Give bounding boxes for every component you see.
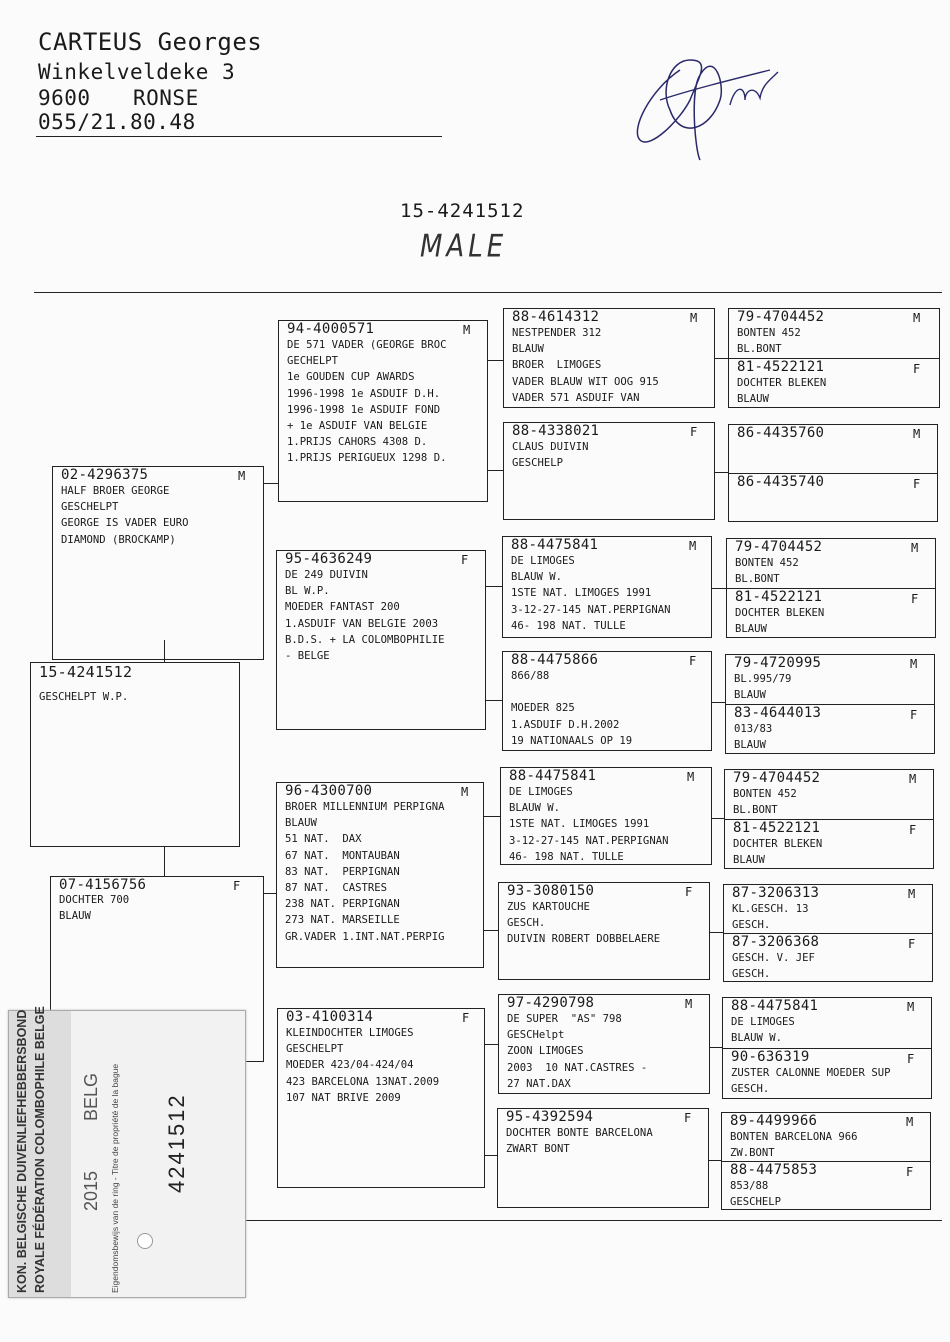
pedigree-line: GESCH.	[732, 968, 771, 981]
pedigree-line: 1.PRIJS CAHORS 4308 D.	[287, 436, 428, 449]
ancestor-gen4-pair-8	[721, 1112, 931, 1210]
ring-number: 95-4392594	[506, 1109, 594, 1125]
connector-line	[264, 483, 278, 484]
owner-street: Winkelveldeke 3	[38, 60, 236, 84]
connector-line	[709, 1160, 721, 1161]
grandparent-2	[276, 550, 486, 730]
grandparent-4	[277, 1008, 485, 1188]
pedigree-line: ZUS KARTOUCHE	[507, 901, 590, 913]
pedigree-line: DOCHTER BLEKEN	[735, 607, 825, 619]
pedigree-line: KLEINDOCHTER LIMOGES	[286, 1027, 414, 1039]
ancestor-gen4-pair-4	[725, 654, 935, 754]
sex-marker: F	[689, 654, 697, 668]
pedigree-line: DE LIMOGES	[511, 555, 575, 567]
handwritten-signature	[620, 30, 790, 170]
connector-line	[484, 930, 498, 931]
connector-line	[712, 702, 725, 703]
ring-number: 87-3206368	[732, 934, 820, 950]
pedigree-line: 853/88	[730, 1180, 769, 1192]
sex-marker: M	[911, 541, 919, 555]
pedigree-line: 46- 198 NAT. TULLE	[511, 619, 626, 632]
pedigree-line: 1STE NAT. LIMOGES 1991	[509, 818, 650, 831]
pedigree-line: MOEDER 423/04-424/04	[286, 1059, 414, 1072]
pedigree-sire	[52, 466, 264, 660]
sex-marker: M	[463, 323, 471, 337]
sex-marker: F	[685, 885, 693, 899]
pedigree-line: BLAUW	[59, 910, 91, 923]
pedigree-line: 423 BARCELONA 13NAT.2009	[286, 1075, 440, 1088]
pedigree-line: ZW.BONT	[730, 1147, 775, 1160]
ring-number: 02-4296375	[61, 467, 149, 483]
pedigree-line: 46- 198 NAT. TULLE	[509, 850, 624, 863]
pedigree-line: 83 NAT. PERPIGNAN	[285, 865, 400, 878]
ring-number: 88-4475853	[730, 1162, 818, 1178]
pedigree-line: 1STE NAT. LIMOGES 1991	[511, 587, 652, 600]
pedigree-line: 1996-1998 1e ASDUIF FOND	[287, 403, 441, 416]
ring-number: 88-4614312	[512, 309, 600, 325]
pedigree-line: CLAUS DUIVIN	[512, 441, 589, 453]
pedigree-line: DE 249 DUIVIN	[285, 569, 368, 581]
connector-line	[488, 470, 503, 471]
pedigree-line: 1.ASDUIF D.H.2002	[511, 718, 620, 731]
pedigree-line: 3-12-27-145 NAT.PERPIGNAN	[511, 603, 671, 616]
sex-marker: F	[909, 823, 917, 837]
connector-line	[486, 586, 502, 587]
pedigree-line: 1.ASDUIF VAN BELGIE 2003	[285, 617, 439, 630]
connector-line	[484, 816, 500, 817]
ring-number: 90-636319	[731, 1049, 810, 1065]
sex-marker: M	[461, 785, 469, 799]
ring-number: 96-4300700	[285, 783, 373, 799]
connector-line	[712, 818, 724, 819]
pedigree-line: - BELGE	[285, 650, 330, 662]
owner-phone: 055/21.80.48	[38, 110, 196, 134]
card-ring-number: 4241512	[164, 1093, 189, 1193]
pedigree-line: DOCHTER BLEKEN	[737, 377, 827, 389]
pedigree-line: VADER BLAUW WIT OOG 915	[512, 375, 659, 388]
top-rule	[34, 292, 942, 293]
pedigree-line: DE LIMOGES	[509, 786, 573, 798]
sex-marker: F	[908, 937, 916, 951]
pedigree-line: BLAUW	[733, 854, 765, 867]
ancestor-gen4-pair-2	[728, 424, 938, 522]
pedigree-line: GESCH.	[731, 1083, 770, 1096]
ancestor-gen4-pair-7	[722, 997, 932, 1099]
pedigree-line: GEORGE IS VADER EURO	[61, 517, 189, 530]
card-org-nl: KON. BELGISCHE DUIVENLIEFHEBBERSBOND	[15, 1009, 29, 1293]
sex-marker: F	[462, 1011, 470, 1025]
ring-number: 95-4636249	[285, 551, 373, 567]
pedigree-line: 19 NATIONAALS OP 19	[511, 734, 633, 747]
ancestor-gen4-pair-6	[723, 884, 933, 982]
ring-number: 79-4704452	[733, 770, 821, 786]
ring-number: 86-4435740	[737, 474, 825, 490]
pedigree-line: NESTPENDER 312	[512, 327, 602, 339]
pedigree-line: GESCH.	[507, 917, 546, 930]
pedigree-line: BLAUW W.	[509, 802, 561, 815]
sex-marker: F	[906, 1165, 914, 1179]
card-ownership-text: Eigendomsbewijs van de ring - Titre de propriété de la bague	[110, 1063, 120, 1293]
connector-line	[486, 700, 502, 701]
connector-line	[485, 1155, 497, 1156]
pedigree-line: DIAMOND (BROCKAMP)	[61, 533, 176, 546]
pedigree-line: GESCH. V. JEF	[732, 952, 815, 964]
pedigree-line: 1.PRIJS PERIGUEUX 1298 D.	[287, 452, 447, 465]
pedigree-line: GESCHelpt	[507, 1029, 565, 1042]
pedigree-line: 273 NAT. MARSEILLE	[285, 914, 400, 927]
pedigree-line: GESCHELPT W.P.	[39, 691, 129, 704]
sex-marker: M	[687, 770, 695, 784]
pedigree-line: GESCHELP	[512, 457, 564, 470]
pedigree-line: BLAUW	[285, 817, 317, 830]
pedigree-line: ZWART BONT	[506, 1143, 570, 1156]
pedigree-line: BROER MILLENNIUM PERPIGNA	[285, 801, 445, 813]
ancestor-gen3-2	[503, 422, 715, 520]
sex-marker: F	[907, 1052, 915, 1066]
pedigree-line: 1996-1998 1e ASDUIF D.H.	[287, 387, 441, 400]
pedigree-line: GR.VADER 1.INT.NAT.PERPIG	[285, 930, 445, 943]
pedigree-line: HALF BROER GEORGE	[61, 485, 170, 497]
grandparent-1	[278, 320, 488, 502]
sex-marker: M	[685, 997, 693, 1011]
connector-line	[264, 893, 276, 894]
owner-postcode: 9600	[38, 86, 91, 110]
pedigree-line: BONTEN 452	[733, 788, 797, 800]
pedigree-line: BONTEN 452	[735, 557, 799, 569]
pedigree-line: DE 571 VADER (GEORGE BROC	[287, 339, 447, 351]
pedigree-line: BL.BONT	[735, 573, 780, 586]
grandparent-3	[276, 782, 484, 968]
pedigree-line: 3-12-27-145 NAT.PERPIGNAN	[509, 834, 669, 847]
card-year: 2015	[81, 1170, 101, 1211]
sex-marker: F	[913, 477, 921, 491]
pedigree-line: 866/88	[511, 670, 550, 682]
pedigree-line: BLAUW	[512, 343, 544, 356]
sex-marker: M	[913, 427, 921, 441]
ring-number: 88-4475841	[511, 537, 599, 553]
ring-number: 88-4475841	[509, 768, 597, 784]
ring-number: 15-4241512	[39, 663, 133, 681]
pedigree-line: 87 NAT. CASTRES	[285, 882, 388, 894]
header-underline	[36, 136, 442, 137]
ring-number: 88-4475866	[511, 652, 599, 668]
pedigree-line: GECHELPT	[287, 355, 339, 368]
ring-ownership-card	[8, 1006, 246, 1298]
connector-line	[164, 640, 165, 662]
card-org-fr: ROYALE FÉDÉRATION COLOMBOPHILE BELGE	[33, 1006, 47, 1293]
connector-line	[488, 360, 503, 361]
card-punch-hole	[137, 1233, 153, 1249]
pedigree-line: 51 NAT. DAX	[285, 833, 362, 846]
ring-number: 81-4522121	[737, 359, 825, 375]
connector-line	[485, 1044, 498, 1045]
pedigree-line: 013/83	[734, 723, 773, 735]
pedigree-line: ZOON LIMOGES	[507, 1045, 584, 1058]
ancestor-gen4-pair-3	[726, 538, 936, 638]
sex-marker: M	[909, 772, 917, 786]
owner-name: CARTEUS Georges	[38, 28, 263, 56]
pedigree-line: BLAUW W.	[511, 571, 563, 584]
ring-number: 79-4720995	[734, 655, 822, 671]
bottom-rule	[240, 1220, 942, 1221]
pedigree-line: DE LIMOGES	[731, 1016, 795, 1028]
pedigree-line: DOCHTER 700	[59, 894, 130, 906]
pedigree-line: DOCHTER BLEKEN	[733, 838, 823, 850]
ancestor-gen4-pair-1	[728, 308, 940, 408]
pedigree-line: BROER LIMOGES	[512, 359, 602, 372]
ring-number: 81-4522121	[735, 589, 823, 605]
ancestor-gen3-4	[502, 651, 712, 751]
sex-marker: M	[238, 469, 246, 483]
pedigree-subject	[30, 662, 240, 847]
sex-marker: F	[911, 592, 919, 606]
sex-marker: F	[913, 362, 921, 376]
pigeon-sex-handwritten: MALE	[420, 229, 508, 265]
pedigree-line: BL.BONT	[737, 343, 782, 356]
connector-line	[712, 588, 726, 589]
sex-marker: M	[907, 1000, 915, 1014]
pedigree-line: BONTEN 452	[737, 327, 801, 339]
pedigree-line: BONTEN BARCELONA 966	[730, 1131, 858, 1143]
sex-marker: M	[690, 311, 698, 325]
ring-number: 79-4704452	[735, 539, 823, 555]
pedigree-line: DE SUPER "AS" 798	[507, 1013, 622, 1025]
pigeon-ring-title: 15-4241512	[400, 200, 525, 222]
ancestor-gen3-6	[498, 882, 710, 980]
sex-marker: M	[910, 657, 918, 671]
ring-number: 86-4435760	[737, 425, 825, 441]
ancestor-gen3-1	[503, 308, 715, 408]
pedigree-line: DUIVIN ROBERT DOBBELAERE	[507, 933, 661, 946]
ring-number: 88-4475841	[731, 998, 819, 1014]
ring-number: 88-4338021	[512, 423, 600, 439]
pedigree-line: 2003 10 NAT.CASTRES -	[507, 1061, 648, 1074]
pedigree-line: MOEDER FANTAST 200	[285, 601, 400, 614]
pedigree-line: 107 NAT BRIVE 2009	[286, 1091, 401, 1104]
pedigree-line: 238 NAT. PERPIGNAN	[285, 898, 400, 911]
connector-line	[715, 358, 728, 359]
ring-number: 83-4644013	[734, 705, 822, 721]
ring-number: 03-4100314	[286, 1009, 374, 1025]
pedigree-line: GESCHELP	[730, 1196, 782, 1209]
ancestor-gen3-7	[498, 994, 710, 1094]
ring-number: 07-4156756	[59, 877, 147, 893]
pedigree-line: BLAUW	[734, 689, 766, 702]
sex-marker: M	[908, 887, 916, 901]
pedigree-line: KL.GESCH. 13	[732, 903, 809, 915]
pedigree-line: GESCH.	[732, 919, 771, 932]
ring-number: 93-3080150	[507, 883, 595, 899]
pedigree-line: BLAUW W.	[731, 1032, 783, 1045]
sex-marker: M	[913, 311, 921, 325]
sex-marker: F	[461, 553, 469, 567]
pedigree-line: VADER 571 ASDUIF VAN	[512, 391, 640, 404]
pedigree-line: BLAUW	[734, 739, 766, 752]
ring-number: 79-4704452	[737, 309, 825, 325]
pedigree-line: BL.BONT	[733, 804, 778, 817]
connector-line	[710, 1047, 722, 1048]
ancestor-gen3-5	[500, 767, 712, 865]
ring-number: 89-4499966	[730, 1113, 818, 1129]
pedigree-line: GESCHELPT	[286, 1043, 344, 1056]
pedigree-line: DOCHTER BONTE BARCELONA	[506, 1127, 653, 1139]
card-country: BELG	[81, 1072, 101, 1121]
pedigree-line: BLAUW	[735, 623, 767, 636]
ancestor-gen3-3	[502, 536, 712, 638]
ring-number: 97-4290798	[507, 995, 595, 1011]
pedigree-line: 1e GOUDEN CUP AWARDS	[287, 371, 415, 384]
pedigree-line: BLAUW	[737, 393, 769, 406]
pedigree-line: ZUSTER CALONNE MOEDER SUP	[731, 1067, 891, 1079]
sex-marker: F	[690, 425, 698, 439]
sex-marker: F	[910, 708, 918, 722]
pedigree-line: BL.995/79	[734, 673, 792, 685]
connector-line	[715, 472, 728, 473]
pedigree-line: + 1e ASDUIF VAN BELGIE	[287, 420, 428, 432]
connector-line	[164, 847, 165, 876]
sex-marker: M	[906, 1115, 914, 1129]
ancestor-gen4-pair-5	[724, 769, 934, 869]
pedigree-line: BL W.P.	[285, 585, 330, 598]
pedigree-line: MOEDER 825	[511, 702, 575, 715]
sex-marker: M	[689, 539, 697, 553]
pedigree-line: GESCHELPT	[61, 501, 119, 514]
ring-number: 87-3206313	[732, 885, 820, 901]
sex-marker: F	[684, 1111, 692, 1125]
pedigree-line: 27 NAT.DAX	[507, 1077, 571, 1090]
pedigree-line: 67 NAT. MONTAUBAN	[285, 849, 400, 862]
owner-city: RONSE	[133, 86, 199, 110]
ancestor-gen3-8	[497, 1108, 709, 1208]
ring-number: 81-4522121	[733, 820, 821, 836]
sex-marker: F	[233, 879, 241, 893]
connector-line	[710, 932, 723, 933]
pedigree-line: B.D.S. + LA COLOMBOPHILIE	[285, 633, 445, 646]
ring-number: 94-4000571	[287, 321, 375, 337]
